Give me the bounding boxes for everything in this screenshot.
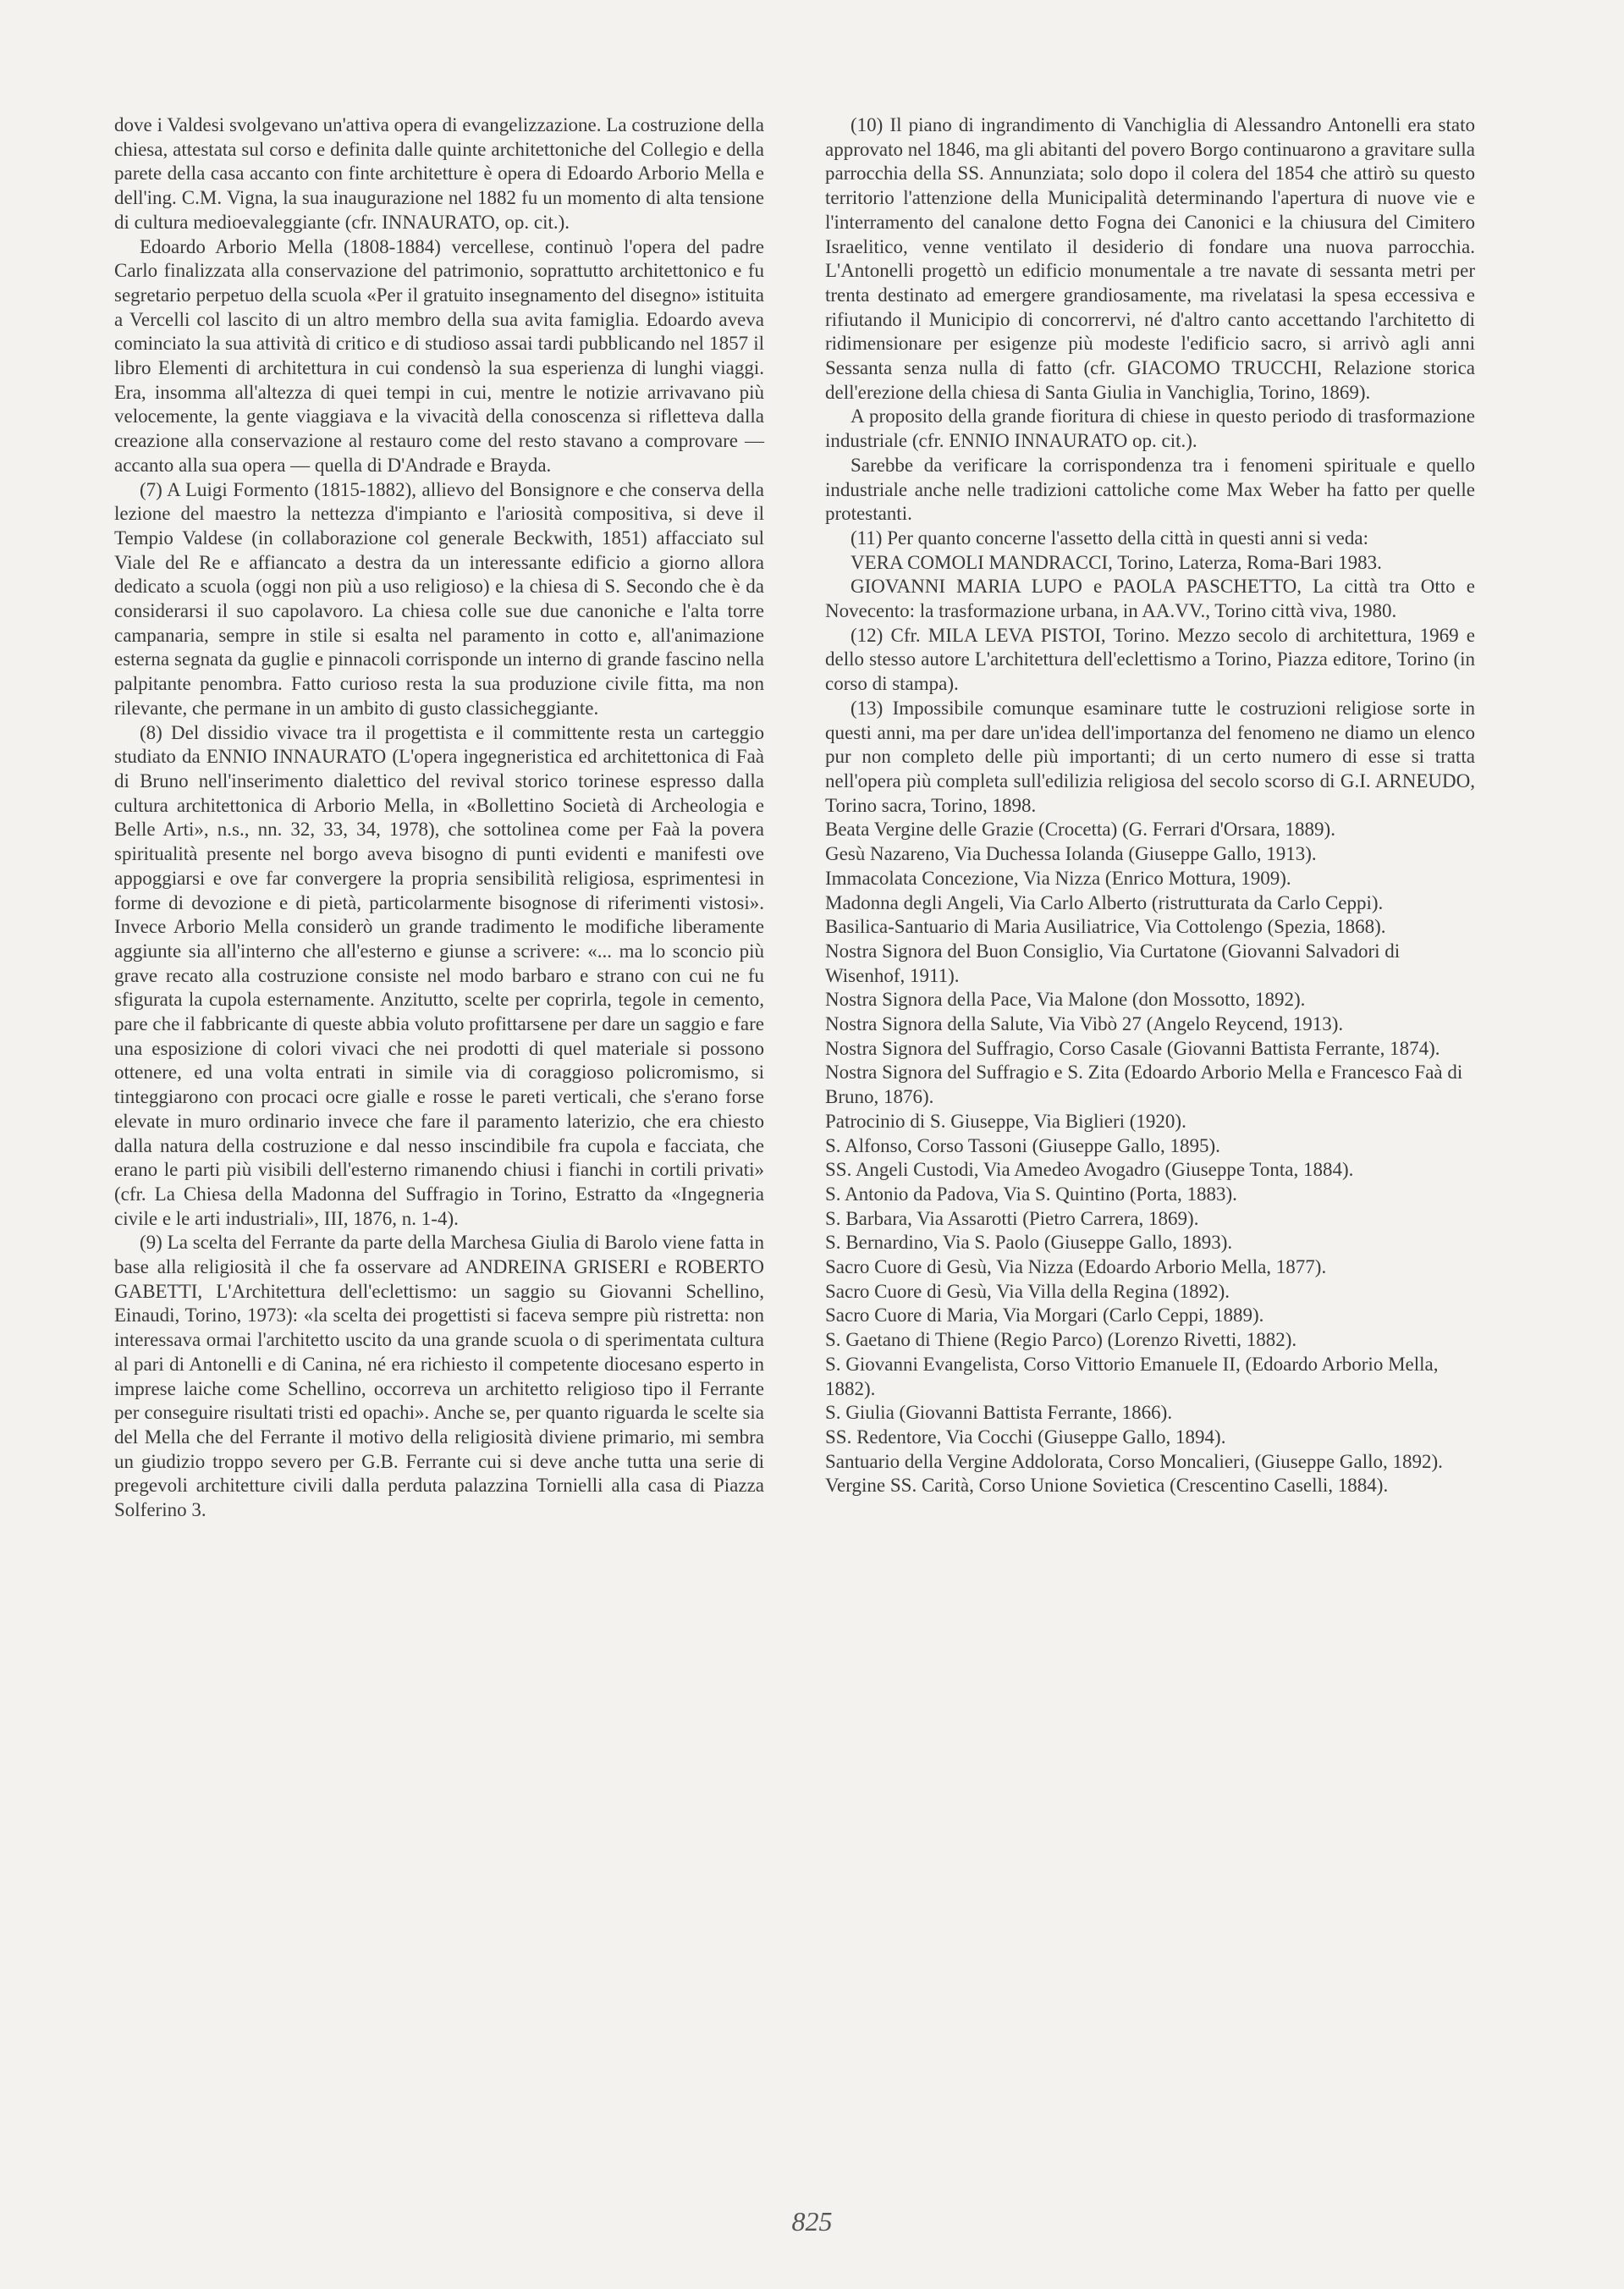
paragraph: A proposito della grande fioritura di chiese in questo periodo di trasformazione industriale (cfr. ENNIO INNAURATO op. cit.). <box>825 405 1475 452</box>
list-item: Nostra Signora del Suffragio e S. Zita (Edoardo Arborio Mella e Francesco Faà di Bruno, 1876). <box>825 1062 1463 1108</box>
list-item: S. Giovanni Evangelista, Corso Vittorio Emanuele II, (Edoardo Arborio Mella, 1882). <box>825 1353 1439 1399</box>
list-item: S. Giulia (Giovanni Battista Ferrante, 1866). <box>825 1402 1173 1424</box>
list-item: Nostra Signora della Pace, Via Malone (don Mossotto, 1892). <box>825 989 1306 1011</box>
list-item: Beata Vergine delle Grazie (Crocetta) (G. Ferrari d'Orsara, 1889). <box>825 819 1335 841</box>
list-item: Sacro Cuore di Gesù, Via Villa della Regina (1892). <box>825 1280 1230 1302</box>
list-item: SS. Redentore, Via Cocchi (Giuseppe Gallo, 1894). <box>825 1426 1226 1448</box>
list-item: Basilica-Santuario di Maria Ausiliatrice, Via Cottolengo (Spezia, 1868). <box>825 916 1386 938</box>
church-list <box>825 818 1475 1498</box>
left-column <box>114 113 764 1523</box>
list-item: Vergine SS. Carità, Corso Unione Sovietica (Crescentino Caselli, 1884). <box>825 1475 1389 1497</box>
footnote-8: (8) Del dissidio vivace tra il progettista e il committente resta un carteggio studiato da ENNIO INNAURATO (L'opera ingegneristica ed architettonica di Faà di Bruno nell'inserimento dialettico del revival storico torinese espresso dalla cultura architettonica di Arborio Mella, in «Bollettino Società di Archeologia e Belle Arti», n.s., nn. 32, 33, 34, 1978), che sottolinea come per Faà la povera spiritualità presente nel borgo aveva bisogno di punti evidenti e manifesti ove appoggiarsi e ove far convergere la propria sensibilità religiosa, esprimentesi in forme di devozione e di pietà, particolarmente bisognose di riferimenti vistosi». Invece Arborio Mella considerò un grande tradimento le modifiche liberamente aggiunte sia all'interno che all'esterno e giunse a scrivere: «... ma lo sconcio più grave recato alla costruzione consiste nel modo barbaro e strano con cui ne fu sfigurata la cupola esternamente. Anzitutto, scelte per coprirla, tegole in cemento, pare che il fabbricante di queste abbia voluto profittarsene per dare un saggio e fare una esposizione di colori vivaci che nei prodotti di quel materiale si possono ottenere, ed una volta entrati in simile via di coraggioso policromismo, si tinteggiarono con procaci ocre gialle e rosse le pareti verticali, che s'erano forse elevate in muro ordinario invece che fare il paramento laterizio, che era chiesto dalla natura della costruzione e dal nesso inscindibile fra cupola e facciata, che erano le parti più visibili dell'esterno rimanendo chiusi i fianchi in cortili privati» (cfr. La Chiesa della Madonna del Suffragio in Torino, Estratto da «Ingegneria civile e le arti industriali», III, 1876, n. 1-4). <box>114 721 764 1229</box>
list-item: Sacro Cuore di Gesù, Via Nizza (Edoardo Arborio Mella, 1877). <box>825 1256 1327 1278</box>
list-item: S. Barbara, Via Assarotti (Pietro Carrera, 1869). <box>825 1207 1199 1229</box>
reference: VERA COMOLI MANDRACCI, Torino, Laterza, Roma-Bari 1983. <box>851 551 1382 573</box>
paragraph: Edoardo Arborio Mella (1808-1884) vercellese, continuò l'opera del padre Carlo finalizzata alla conservazione del patrimonio, soprattutto architettonico e fu segretario perpetuo della scuola «Per il gratuito insegnamento del disegno» istituita a Vercelli col lascito di un altro membro della sua avita famiglia. Edoardo aveva cominciato la sua attività di critico e di studioso assai tardi pubblicando nel 1857 il libro Elementi di architettura in cui condensò la sua esperienza di lunghi viaggi. Era, insomma all'altezza di quei tempi in cui, mentre le notizie arrivavano più velocemente, la gente viaggiava e la vivacità della conoscenza si rifletteva dalla creazione alla conservazione al restauro come del resto stavano a comprovare — accanto alla sua opera — quella di D'Andrade e Brayda. <box>114 235 764 476</box>
right-column <box>825 113 1475 1498</box>
list-item: Immacolata Concezione, Via Nizza (Enrico Mottura, 1909). <box>825 867 1291 889</box>
list-item: Nostra Signora del Buon Consiglio, Via Curtatone (Giovanni Salvadori di Wisenhof, 1911). <box>825 940 1401 986</box>
list-item: Nostra Signora della Salute, Via Vibò 27 (Angelo Reycend, 1913). <box>825 1013 1344 1035</box>
list-item: S. Alfonso, Corso Tassoni (Giuseppe Gallo, 1895). <box>825 1134 1220 1156</box>
footnote-13: (13) Impossibile comunque esaminare tutte le costruzioni religiose sorte in questi anni, ma per dare un'idea dell'importanza del fenomeno ne diamo un elenco pur non completo delle più importanti; di un certo numero di esse si tratta nell'opera più completa sull'edilizia religiosa del secolo scorso di G.I. ARNEUDO, Torino sacra, Torino, 1898. <box>825 697 1475 816</box>
page-number: 825 <box>791 2206 833 2237</box>
list-item: S. Antonio da Padova, Via S. Quintino (Porta, 1883). <box>825 1183 1237 1205</box>
list-item: Santuario della Vergine Addolorata, Corso Moncalieri, (Giuseppe Gallo, 1892). <box>825 1450 1443 1472</box>
footnote-9: (9) La scelta del Ferrante da parte della Marchesa Giulia di Barolo viene fatta in base alla religiosità il che fa osservare ad ANDREINA GRISERI e ROBERTO GABETTI, L'Architettura dell'eclettismo: un saggio su Giovanni Schellino, Einaudi, Torino, 1973): «la scelta dei progettisti si faceva sempre più ristretta: non interessava ormai l'architetto uscito da una grande scuola o di sperimentata cultura al pari di Antonelli e di Canina, né era richiesto il competente diocesano esperto in imprese laiche come Schellino, occorreva un architetto religioso tipo il Ferrante per conseguire risultati tristi ed opachi». Anche se, per quanto riguarda le scelte sia del Mella che del Ferrante il motivo della religiosità diviene primario, mi sembra un giudizio troppo severo per G.B. Ferrante cui si deve anche tutta una serie di pregevoli architetture civili dalla perduta palazzina Tornielli alla casa di Piazza Solferino 3. <box>114 1232 764 1521</box>
reference: GIOVANNI MARIA LUPO e PAOLA PASCHETTO, La città tra Otto e Novecento: la trasformazione urbana, in AA.VV., Torino città viva, 1980. <box>825 576 1475 622</box>
list-item: Gesù Nazareno, Via Duchessa Iolanda (Giuseppe Gallo, 1913). <box>825 843 1317 865</box>
footnote-11: (11) Per quanto concerne l'assetto della città in questi anni si veda: <box>851 527 1368 549</box>
list-item: SS. Angeli Custodi, Via Amedeo Avogadro (Giuseppe Tonta, 1884). <box>825 1159 1354 1181</box>
list-item: Nostra Signora del Suffragio, Corso Casale (Giovanni Battista Ferrante, 1874). <box>825 1037 1440 1059</box>
paragraph: Sarebbe da verificare la corrispondenza tra i fenomeni spirituale e quello industriale anche nelle tradizioni cattoliche come Max Weber ha fatto per quelle protestanti. <box>825 454 1475 525</box>
list-item: S. Bernardino, Via S. Paolo (Giuseppe Gallo, 1893). <box>825 1232 1233 1254</box>
list-item: Madonna degli Angeli, Via Carlo Alberto (ristrutturata da Carlo Ceppi). <box>825 891 1384 913</box>
list-item: Patrocinio di S. Giuseppe, Via Biglieri (1920). <box>825 1110 1186 1132</box>
list-item: S. Gaetano di Thiene (Regio Parco) (Lorenzo Rivetti, 1882). <box>825 1329 1297 1351</box>
footnote-10: (10) Il piano di ingrandimento di Vanchiglia di Alessandro Antonelli era stato approvato nel 1846, ma gli abitanti del povero Borgo continuarono a gravitare sulla parrocchia della SS. Annunziata; solo dopo il colera del 1854 che attirò su questo territorio l'attenzione della Municipalità determinando l'apertura di nuove vie e l'interramento del canalone detto Fogna dei Canonici e la chiusura del Cimitero Israelitico, venne ventilato il desiderio di fondare una nuova parrocchia. L'Antonelli progettò un edificio monumentale a tre navate di sessanta metri per trenta destinato ad emergere grandiosamente, ma rivelatasi la spesa eccessiva e rifiutando il Municipio di concorrervi, né d'altro canto accettando l'architetto di ridimensionare per esigenze più modeste l'edificio sacro, si arrivò agli anni Sessanta senza nulla di fatto (cfr. GIACOMO TRUCCHI, Relazione storica dell'erezione della chiesa di Santa Giulia in Vanchiglia, Torino, 1869). <box>825 114 1475 403</box>
list-item: Sacro Cuore di Maria, Via Morgari (Carlo Ceppi, 1889). <box>825 1304 1264 1327</box>
footnote-7: (7) A Luigi Formento (1815-1882), allievo del Bonsignore e che conserva della lezione del maestro la nettezza d'impianto e l'ariosità compositiva, si deve il Tempio Valdese (in collaborazione col generale Beckwith, 1851) affacciato sul Viale del Re e affiancato a destra da un interessante edificio a giorno allora dedicato a scuola (oggi non più a uso religioso) e la chiesa di S. Secondo che è da considerarsi il suo capolavoro. La chiesa colle sue due canoniche e l'alta torre campanaria, sempre in stile si esalta nel paramento in cotto e, all'animazione esterna segnata da guglie e pinnacoli corrisponde un interno di grande fascino nella palpitante penombra. Fatto curioso resta la sua produzione civile fitta, ma non rilevante, che permane in un ambito di gusto classicheggiante. <box>114 478 764 719</box>
paragraph: dove i Valdesi svolgevano un'attiva opera di evangelizzazione. La costruzione della chiesa, attestata sul corso e definita dalle quinte architettoniche del Collegio e della parete della casa accanto con finte architetture è opera di Edoardo Arborio Mella e dell'ing. C.M. Vigna, la sua inaugurazione nel 1882 fu un momento di alta tensione di cultura medioevaleggiante (cfr. INNAURATO, op. cit.). <box>114 114 764 233</box>
footnote-12: (12) Cfr. MILA LEVA PISTOI, Torino. Mezzo secolo di architettura, 1969 e dello stesso autore L'architettura dell'eclettismo a Torino, Piazza editore, Torino (in corso di stampa). <box>825 624 1475 695</box>
